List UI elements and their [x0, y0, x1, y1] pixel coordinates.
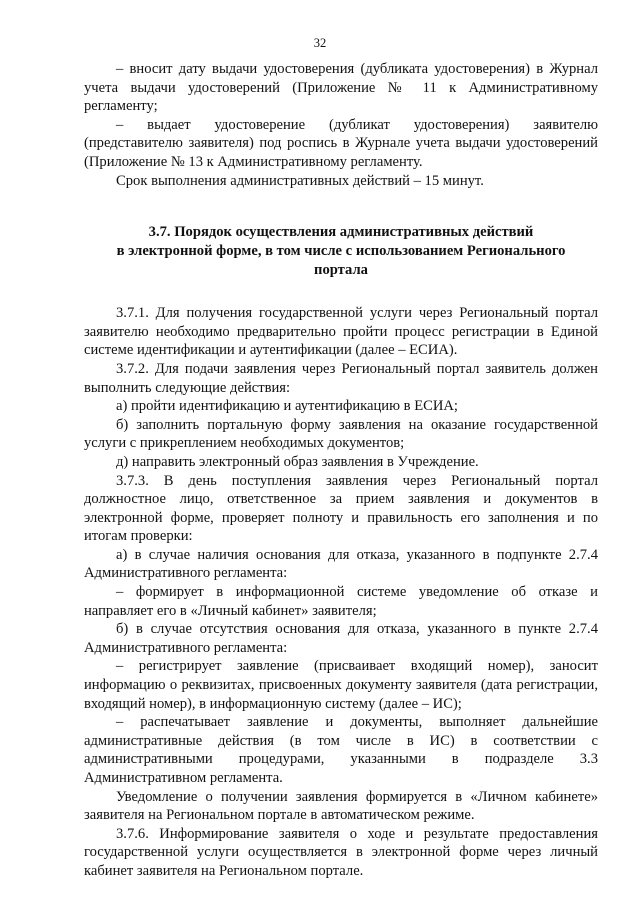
paragraph: 3.7.1. Для получения государственной услуги через Региональный портал заявителю необходимо предварительно пройти процесс регистрации в Единой системе идентификации и аутентификации (далее – ЕСИА).	[84, 305, 598, 359]
document-body	[84, 60, 598, 881]
paragraph: 3.7.2. Для подачи заявления через Региональный портал заявитель должен выполнить следующие действия:	[84, 360, 598, 396]
section-heading	[84, 223, 598, 280]
paragraph: 3.7.6. Информирование заявителя о ходе и результате предоставления государственной услуги осуществляется в электронной форме через личный кабинет заявителя на Региональном портале.	[84, 825, 598, 879]
heading-line: 3.7. Порядок осуществления административных действий	[148, 224, 534, 241]
list-item: б) заполнить портальную форму заявления на оказание государственной услуги с прикреплением необходимых документов;	[84, 416, 598, 452]
paragraph: – вносит дату выдачи удостоверения (дубликата удостоверения) в Журнал учета выдачи удостоверений (Приложение № 11 к Административному регламенту;	[84, 61, 598, 115]
paragraph: Срок выполнения административных действий – 15 минут.	[116, 172, 484, 189]
list-item: – распечатывает заявление и документы, выполняет дальнейшие административные действия (в том числе в ИС) в соответствии с административными процедурами, указанными в подразделе 3.3 Административном регламента.	[84, 714, 598, 786]
paragraph: 3.7.3. В день поступления заявления через Региональный портал должностное лицо, ответственное за прием заявления и документов в электронной форме, проверяет полноту и правильность его заполнения и по итогам проверки:	[84, 472, 598, 545]
list-item: а) в случае наличия основания для отказа, указанного в подпункте 2.7.4 Административного регламента:	[84, 546, 598, 582]
list-item: – формирует в информационной системе уведомление об отказе и направляет его в «Личный кабинет» заявителя;	[84, 584, 598, 619]
paragraph: Уведомление о получении заявления формируется в «Личном кабинете» заявителя на Региональном портале в автоматическом режиме.	[84, 788, 598, 824]
heading-line: в электронной форме, в том числе с использованием Регионального	[116, 243, 566, 260]
list-item: а) пройти идентификацию и аутентификацию в ЕСИА;	[116, 398, 458, 415]
list-item: б) в случае отсутствия основания для отказа, указанного в пункте 2.7.4 Административного регламента:	[84, 621, 598, 656]
list-item: д) направить электронный образ заявления в Учреждение.	[116, 453, 479, 470]
heading-line: портала	[314, 262, 368, 279]
paragraph: – выдает удостоверение (дубликат удостоверения) заявителю (представителю заявителя) под роспись в Журнале учета выдачи удостоверений (Приложение № 13 к Административному регламенту.	[84, 116, 598, 170]
page-number: 32	[313, 36, 327, 50]
list-item: – регистрирует заявление (присваивает входящий номер), заносит информацию о реквизитах, присвоенных документу заявителя (дата регистрации, входящий номер), в информационную систему (далее – ИС);	[84, 658, 598, 712]
